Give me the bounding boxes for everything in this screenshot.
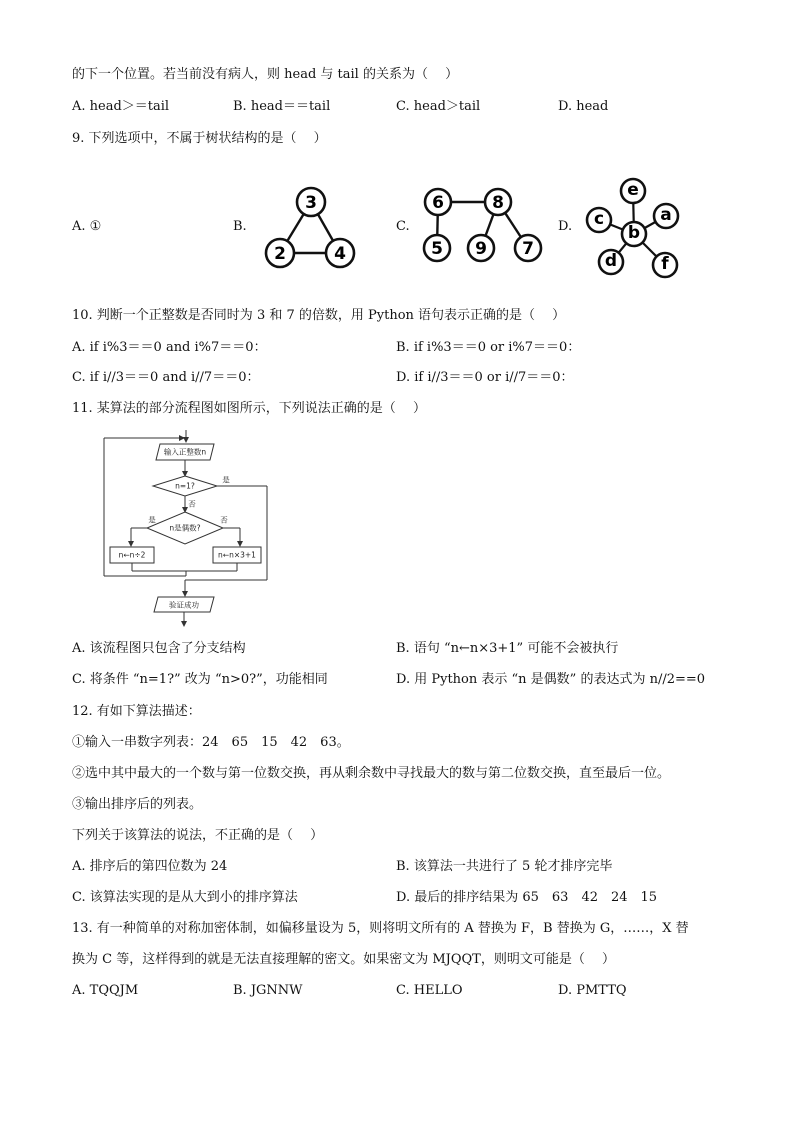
flowchart-yes2-label: 是 bbox=[148, 515, 156, 525]
graph-c-tree bbox=[420, 182, 550, 268]
graph-b-node bbox=[326, 239, 354, 267]
q13-option-c: C. HELLO bbox=[396, 983, 463, 998]
q10-option-d: D. if i//3＝＝0 or i//7＝＝0： bbox=[396, 370, 574, 385]
graph-d-node bbox=[621, 179, 645, 203]
q10-option-b: B. if i%3＝＝0 or i%7＝＝0： bbox=[396, 340, 581, 355]
graph-b-node bbox=[266, 239, 294, 267]
q13-stem-line-2: 换为 C 等，这样得到的就是无法直接理解的密文。如果密文为 MJQQT，则明文可能是（ ） bbox=[72, 952, 615, 967]
q11-option-a: A. 该流程图只包含了分支结构 bbox=[72, 641, 246, 656]
flowchart-right-box-label: n←n×3+1 bbox=[218, 550, 256, 560]
svg-text:9: 9 bbox=[475, 239, 487, 259]
svg-text:8: 8 bbox=[492, 193, 504, 213]
graph-d-node bbox=[587, 208, 611, 232]
q13-option-a: A. TQQJM bbox=[72, 983, 139, 998]
q8-option-a: A. head＞＝tail bbox=[72, 99, 170, 114]
graph-d-node bbox=[622, 222, 646, 246]
q9-option-d-label: D. bbox=[558, 219, 573, 234]
q11-option-d: D. 用 Python 表示 “n 是偶数” 的表达式为 n//2==0 bbox=[396, 672, 706, 687]
q8-option-c: C. head＞tail bbox=[396, 99, 481, 114]
q11-option-c: C. 将条件 “n=1?” 改为 “n>0?”，功能相同 bbox=[72, 672, 328, 687]
flowchart-cond1-label: n=1? bbox=[175, 481, 195, 491]
q9-option-c-label: C. bbox=[396, 219, 410, 234]
graph-d-tree bbox=[580, 176, 690, 282]
svg-text:4: 4 bbox=[334, 244, 346, 264]
q8-option-b: B. head＝＝tail bbox=[233, 99, 331, 114]
q11-option-b: B. 语句 “n←n×3+1” 可能不会被执行 bbox=[396, 641, 619, 656]
flowchart-output-label: 验证成功 bbox=[169, 600, 199, 610]
flowchart-yes1-label: 是 bbox=[222, 475, 230, 485]
q9-option-b-label: B. bbox=[233, 219, 247, 234]
q10-option-a: A. if i%3＝＝0 and i%7＝＝0： bbox=[72, 340, 267, 355]
graph-c-node bbox=[515, 235, 541, 261]
graph-c-node bbox=[468, 235, 494, 261]
q12-step-3: ③输出排序后的列表。 bbox=[72, 797, 203, 812]
svg-text:a: a bbox=[660, 205, 672, 225]
q12-option-b: B. 该算法一共进行了 5 轮才排序完毕 bbox=[396, 859, 613, 874]
q12-option-d: D. 最后的排序结果为 65 63 42 24 15 bbox=[396, 890, 658, 905]
svg-text:c: c bbox=[593, 209, 605, 229]
graph-b-node bbox=[297, 188, 325, 216]
graph-d-node bbox=[653, 253, 677, 277]
svg-text:f: f bbox=[661, 254, 669, 274]
flowchart-cond2-label: n是偶数? bbox=[169, 523, 201, 533]
q11-stem: 11. 某算法的部分流程图如图所示，下列说法正确的是（ ） bbox=[72, 401, 426, 416]
q11-flowchart bbox=[96, 428, 276, 632]
q9-option-a: A. ① bbox=[72, 219, 102, 234]
q12-stem: 12. 有如下算法描述： bbox=[72, 704, 201, 719]
graph-d-node bbox=[654, 204, 678, 228]
graph-c-node bbox=[424, 235, 450, 261]
q12-step-1: ①输入一串数字列表：24 65 15 42 63。 bbox=[72, 735, 350, 750]
svg-text:2: 2 bbox=[274, 244, 286, 264]
q12-step-2: ②选中其中最大的一个数与第一位数交换，再从剩余数中寻找最大的数与第二位数交换，直至最后一位。 bbox=[72, 766, 671, 781]
q13-stem-line-1: 13. 有一种简单的对称加密体制，如偏移量设为 5，则将明文所有的 A 替换为 F，B 替换为 G，……，X 替 bbox=[72, 921, 689, 936]
q13-option-b: B. JGNNW bbox=[233, 983, 303, 998]
graph-c-node bbox=[425, 189, 451, 215]
svg-text:b: b bbox=[627, 223, 641, 243]
q12-question: 下列关于该算法的说法，不正确的是（ ） bbox=[72, 828, 324, 843]
svg-text:7: 7 bbox=[522, 239, 534, 259]
graph-c-node bbox=[485, 189, 511, 215]
svg-text:6: 6 bbox=[432, 193, 444, 213]
q9-stem: 9. 下列选项中，不属于树状结构的是（ ） bbox=[72, 131, 327, 146]
flowchart-input-label: 输入正整数n bbox=[163, 447, 207, 457]
q13-option-d: D. PMTTQ bbox=[558, 983, 627, 998]
flowchart-left-box-label: n←n÷2 bbox=[118, 550, 146, 560]
q12-option-c: C. 该算法实现的是从大到小的排序算法 bbox=[72, 890, 298, 905]
flowchart-no2-label: 否 bbox=[220, 515, 228, 525]
graph-b-triangle bbox=[256, 182, 362, 270]
q8-option-d: D. head bbox=[558, 99, 609, 114]
flowchart-no1-label: 否 bbox=[188, 499, 196, 509]
q12-option-a: A. 排序后的第四位数为 24 bbox=[72, 859, 228, 874]
q10-stem: 10. 判断一个正整数是否同时为 3 和 7 的倍数，用 Python 语句表示正确的是（ ） bbox=[72, 308, 566, 323]
q10-option-c: C. if i//3＝＝0 and i//7＝＝0： bbox=[72, 370, 260, 385]
svg-text:5: 5 bbox=[431, 239, 443, 259]
svg-text:e: e bbox=[627, 180, 639, 200]
graph-d-node bbox=[599, 250, 623, 274]
svg-text:d: d bbox=[604, 251, 618, 271]
svg-text:3: 3 bbox=[305, 193, 317, 213]
q8-stem: 的下一个位置。若当前没有病人，则 head 与 tail 的关系为（ ） bbox=[72, 67, 459, 82]
